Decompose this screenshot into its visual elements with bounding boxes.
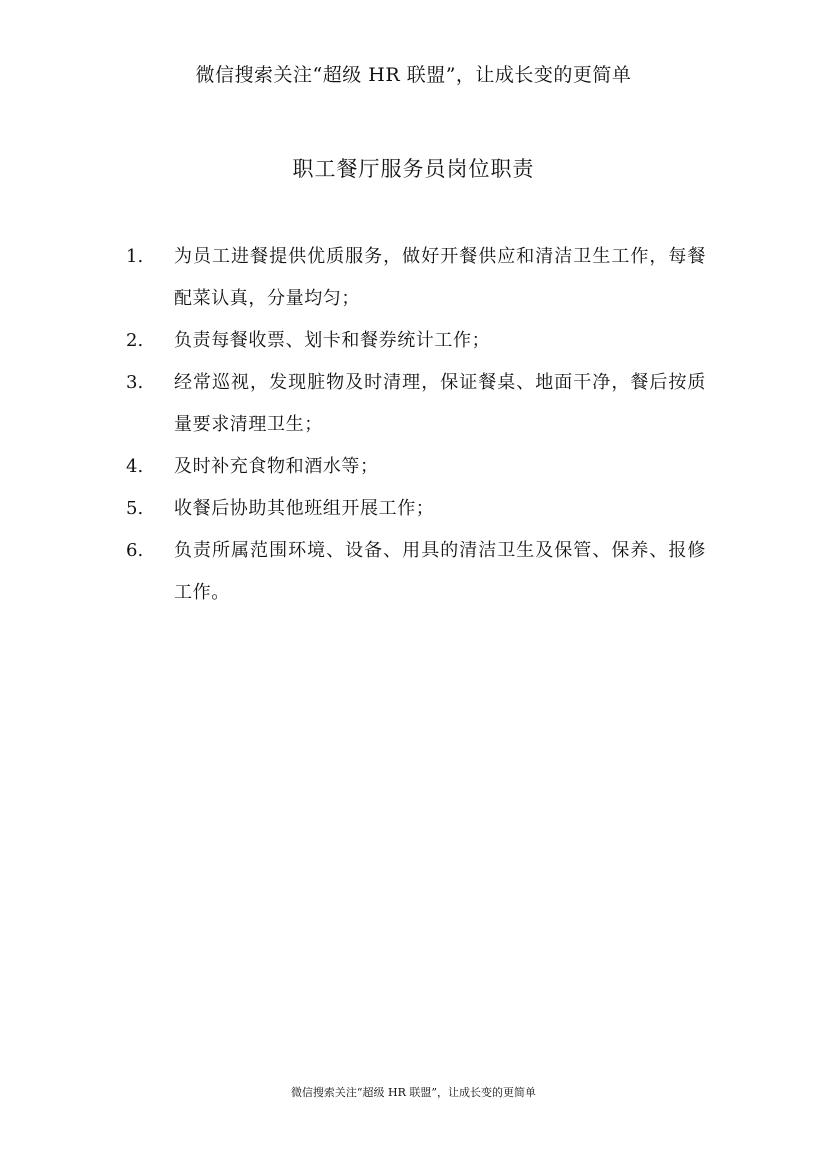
list-item [126, 362, 706, 446]
item-number: 5. [126, 498, 144, 519]
item-text: 及时补充食物和酒水等； [174, 456, 379, 477]
list-item [126, 530, 706, 614]
list-item [126, 488, 706, 530]
item-text: 为员工进餐提供优质服务，做好开餐供应和清洁卫生工作，每餐配菜认真，分量均匀； [174, 246, 706, 309]
item-text: 负责所属范围环境、设备、用具的清洁卫生及保管、保养、报修工作。 [174, 540, 706, 603]
item-text: 经常巡视，发现脏物及时清理，保证餐桌、地面干净，餐后按质量要求清理卫生； [174, 372, 706, 435]
list-item [126, 446, 706, 488]
header-note: 微信搜索关注“超级 HR 联盟”，让成长变的更简单 [195, 64, 632, 86]
item-number: 4. [126, 456, 144, 477]
list-item [126, 236, 706, 320]
item-text: 收餐后协助其他班组开展工作； [174, 498, 435, 519]
item-number: 2. [126, 330, 144, 351]
footer-note: 微信搜索关注“超级 HR 联盟”，让成长变的更简单 [290, 1086, 537, 1099]
item-number: 1. [126, 246, 144, 267]
item-text: 负责每餐收票、划卡和餐券统计工作； [174, 330, 491, 351]
item-number: 3. [126, 372, 144, 393]
duty-list [126, 236, 706, 614]
item-number: 6. [126, 540, 144, 561]
page-title: 职工餐厅服务员岗位职责 [292, 157, 535, 181]
list-item [126, 320, 706, 362]
